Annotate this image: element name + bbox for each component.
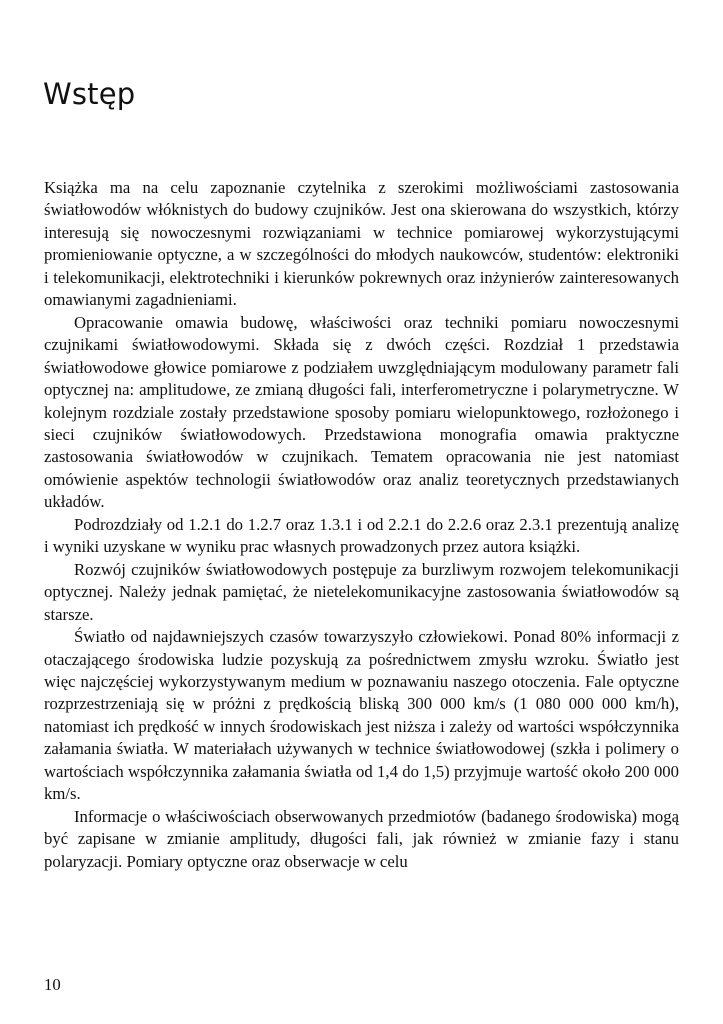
- paragraph-subchapters: Podrozdziały od 1.2.1 do 1.2.7 oraz 1.3.1 i od 2.2.1 do 2.2.6 oraz 2.3.1 prezentują analizę i wyniki uzyskane w wyniku prac własnych prowadzonych przez autora książki.: [44, 514, 679, 557]
- paragraph-information: Informacje o właściwościach obserwowanych przedmiotów (badanego środowiska) mogą być zapisane w zmianie amplitudy, długości fali, jak również w zmianie fazy i stanu polaryzacji. Pomiary optyczne oraz obserwacje w celu: [44, 806, 679, 871]
- chapter-heading: Wstęp: [43, 77, 136, 111]
- paragraph-intro: Książka ma na celu zapoznanie czytelnika z szerokimi możliwościami zastosowania światłowodów włóknistych do budowy czujników. Jest ona skierowana do wszystkich, którzy interesują się nowoczesnymi rozwiązaniami w technice pomiarowej wykorzystującymi promieniowanie optyczne, a w szczególności do młodych naukowców, studentów: elektroniki i telekomunikacji, elektrotechniki i kierunków pokrewnych oraz inżynierów zainteresowanych omawianymi zagadnieniami.: [44, 178, 679, 310]
- page-number: 10: [44, 975, 61, 994]
- paragraph-structure: Opracowanie omawia budowę, właściwości oraz techniki pomiaru nowoczesnymi czujnikami światłowodowymi. Składa się z dwóch części. Rozdział 1 przedstawia światłowodowe głowice pomiarowe z podziałem uwzględniającym modulowany parametr fali optycznej na: amplitudowe, ze zmianą długości fali, interferometryczne i polarymetryczne. W kolejnym rozdziale zostały przedstawione sposoby pomiaru wielopunktowego, rozłożonego i sieci czujników światłowodowych. Przedstawiona monografia omawia praktyczne zastosowania światłowodów w czujnikach. Tematem opracowania nie jest natomiast omówienie aspektów technologii światłowodów oraz analiz teoretycznych przedstawianych układów.: [44, 312, 679, 512]
- body-text: [44, 177, 679, 873]
- paragraph-light: Światło od najdawniejszych czasów towarzyszyło człowiekowi. Ponad 80% informacji z otaczającego środowiska ludzie pozyskują za pośrednictwem zmysłu wzroku. Światło jest więc najczęściej wykorzystywanym medium w poznawaniu naszego otoczenia. Fale optyczne rozprzestrzeniają się w próżni z prędkością bliską 300 000 km/s (1 080 000 000 km/h), natomiast ich prędkość w innych środowiskach jest niższa i zależy od wartości współczynnika załamania światła. W materiałach używanych w technice światłowodowej (szkła i polimery o wartościach współczynnika załamania światła od 1,4 do 1,5) przyjmuje wartość około 200 000 km/s.: [44, 627, 679, 804]
- paragraph-development: Rozwój czujników światłowodowych postępuje za burzliwym rozwojem telekomunikacji optycznej. Należy jednak pamiętać, że nietelekomunikacyjne zastosowania światłowodów są starsze.: [44, 559, 679, 624]
